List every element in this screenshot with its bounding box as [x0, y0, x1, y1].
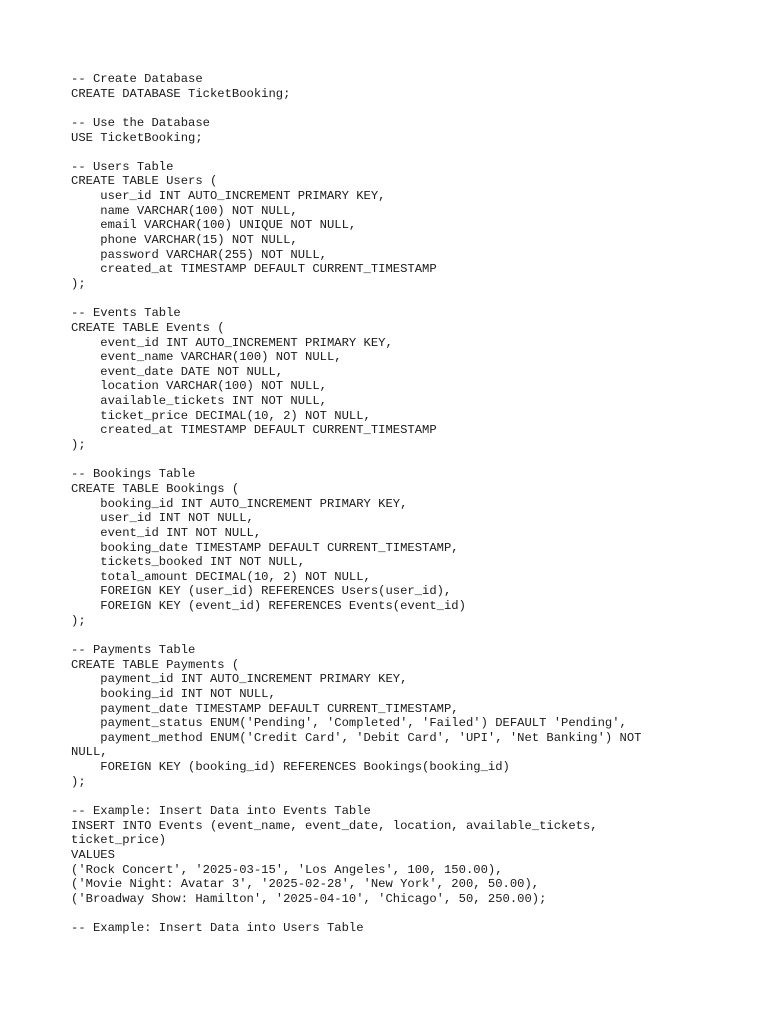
code-line: -- Use the Database — [71, 115, 210, 130]
code-line: ('Broadway Show: Hamilton', '2025-04-10', 'Chicago', 50, 250.00); — [71, 891, 547, 906]
code-line: -- Events Table — [71, 306, 181, 321]
code-line: -- Example: Insert Data into Users Table — [71, 921, 364, 936]
code-line — [71, 907, 751, 922]
code-line: payment_method ENUM('Credit Card', 'Debit Card', 'UPI', 'Net Banking') NOT — [71, 730, 642, 745]
code-line: ); — [71, 613, 86, 628]
code-line: -- Payments Table — [71, 642, 196, 657]
code-line: ('Movie Night: Avatar 3', '2025-02-28', 'New York', 200, 50.00), — [71, 877, 540, 892]
code-line: ticket_price) — [71, 833, 167, 848]
code-line: ('Rock Concert', '2025-03-15', 'Los Angeles', 100, 150.00), — [71, 862, 503, 877]
sql-code-block — [71, 72, 751, 936]
code-line: payment_date TIMESTAMP DEFAULT CURRENT_TIMESTAMP, — [71, 701, 459, 716]
code-line: FOREIGN KEY (booking_id) REFERENCES Bookings(booking_id) — [71, 760, 510, 775]
code-line: booking_id INT NOT NULL, — [71, 686, 276, 701]
code-line — [71, 145, 751, 160]
code-line: ); — [71, 774, 86, 789]
code-line: event_date DATE NOT NULL, — [71, 364, 284, 379]
code-line: USE TicketBooking; — [71, 130, 203, 145]
code-line: event_name VARCHAR(100) NOT NULL, — [71, 350, 342, 365]
code-line: -- Create Database — [71, 72, 203, 86]
code-line: -- Example: Insert Data into Events Table — [71, 804, 371, 819]
code-line: CREATE DATABASE TicketBooking; — [71, 86, 291, 101]
code-line — [71, 101, 751, 116]
code-line: phone VARCHAR(15) NOT NULL, — [71, 233, 298, 248]
code-line: location VARCHAR(100) NOT NULL, — [71, 379, 327, 394]
code-line: ticket_price DECIMAL(10, 2) NOT NULL, — [71, 408, 371, 423]
code-line: FOREIGN KEY (user_id) REFERENCES Users(user_id), — [71, 584, 452, 599]
code-line — [71, 628, 751, 643]
code-line: created_at TIMESTAMP DEFAULT CURRENT_TIMESTAMP — [71, 423, 437, 438]
code-line — [71, 292, 751, 307]
code-line: CREATE TABLE Events ( — [71, 320, 225, 335]
code-line: tickets_booked INT NOT NULL, — [71, 555, 306, 570]
code-line: booking_date TIMESTAMP DEFAULT CURRENT_TIMESTAMP, — [71, 540, 459, 555]
code-line: event_id INT AUTO_INCREMENT PRIMARY KEY, — [71, 335, 393, 350]
code-line: -- Users Table — [71, 159, 174, 174]
code-line: available_tickets INT NOT NULL, — [71, 394, 327, 409]
code-line: CREATE TABLE Users ( — [71, 174, 218, 189]
code-line: FOREIGN KEY (event_id) REFERENCES Events(event_id) — [71, 599, 466, 614]
code-line: event_id INT NOT NULL, — [71, 525, 262, 540]
code-line: user_id INT NOT NULL, — [71, 511, 254, 526]
code-line: -- Bookings Table — [71, 467, 196, 482]
code-line: CREATE TABLE Bookings ( — [71, 481, 240, 496]
code-line: VALUES — [71, 847, 115, 862]
code-line: name VARCHAR(100) NOT NULL, — [71, 203, 298, 218]
code-line: user_id INT AUTO_INCREMENT PRIMARY KEY, — [71, 189, 386, 204]
code-line: total_amount DECIMAL(10, 2) NOT NULL, — [71, 569, 371, 584]
code-line: email VARCHAR(100) UNIQUE NOT NULL, — [71, 218, 357, 233]
code-line: password VARCHAR(255) NOT NULL, — [71, 247, 327, 262]
code-line: payment_status ENUM('Pending', 'Completed', 'Failed') DEFAULT 'Pending', — [71, 716, 627, 731]
code-line — [71, 789, 751, 804]
code-line: booking_id INT AUTO_INCREMENT PRIMARY KEY, — [71, 496, 408, 511]
code-line: ); — [71, 438, 86, 453]
code-line: created_at TIMESTAMP DEFAULT CURRENT_TIMESTAMP — [71, 262, 437, 277]
code-line — [71, 453, 751, 468]
code-line: CREATE TABLE Payments ( — [71, 657, 240, 672]
code-line: INSERT INTO Events (event_name, event_date, location, available_tickets, — [71, 818, 598, 833]
code-line: NULL, — [71, 745, 108, 760]
code-line: ); — [71, 276, 86, 291]
code-line: payment_id INT AUTO_INCREMENT PRIMARY KEY, — [71, 672, 408, 687]
